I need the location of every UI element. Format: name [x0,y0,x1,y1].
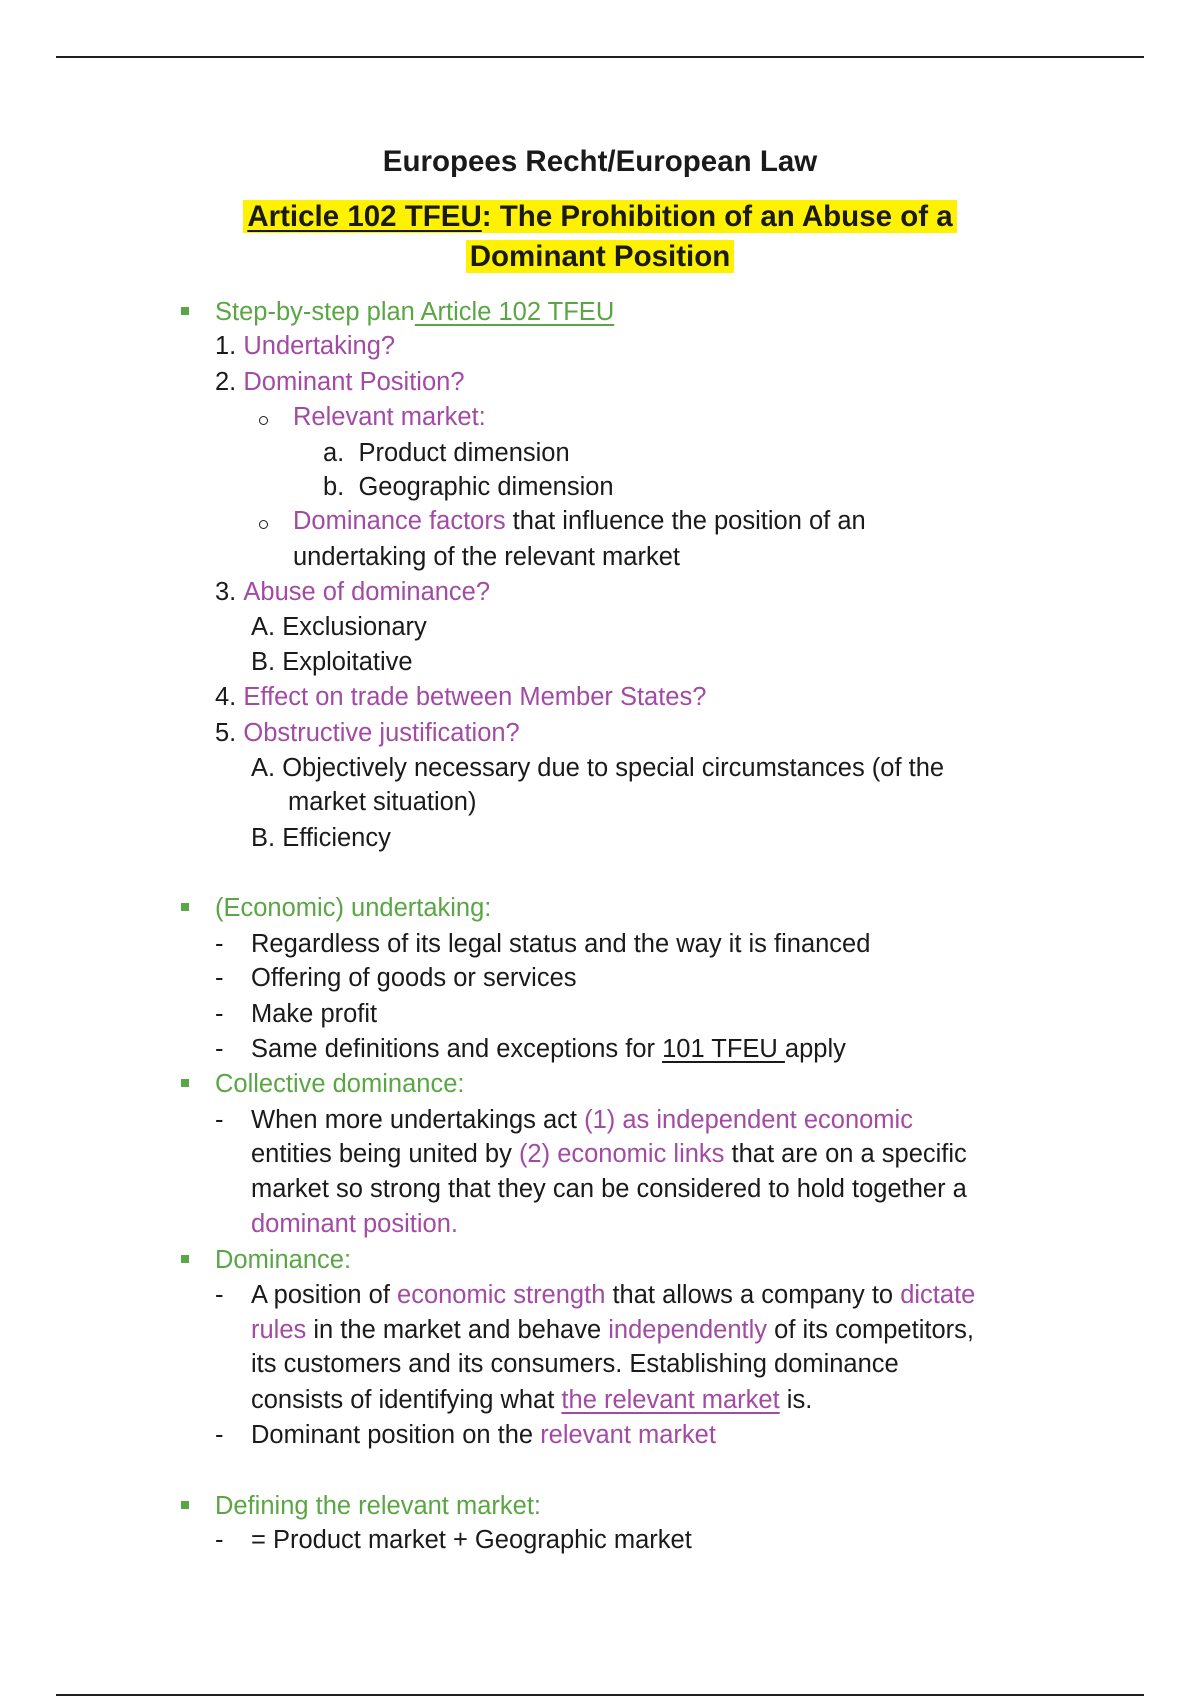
dominance-line4: consists of identifying what the relevant market is. [251,1386,813,1414]
square-bullet-icon [181,1501,189,1509]
circle-bullet-icon [259,520,268,529]
dominance-heading: Dominance: [215,1246,352,1274]
top-rule [56,56,1144,58]
list-item: - When more undertakings act (1) as independent economic [215,1106,913,1134]
abuse-exploitative: B. Exploitative [251,648,413,676]
circle-bullet-icon [259,416,268,425]
justification-objective: A. Objectively necessary due to special circumstances (of the [251,754,945,782]
square-bullet-icon [181,903,189,911]
subtitle-article-ref: Article 102 TFEU [247,200,482,233]
list-item: - = Product market + Geographic market [215,1526,692,1554]
list-item: - Regardless of its legal status and the way it is financed [215,930,871,958]
relevant-market-link: the relevant market [561,1386,780,1414]
square-bullet-icon [181,307,189,315]
plan-heading-link: Article 102 TFEU [414,298,615,326]
relevant-market-label: Relevant market: [293,403,486,431]
plan-heading: Step-by-step plan Article 102 TFEU [215,298,615,326]
dominance-factors: Dominance factors that influence the position of an [293,507,866,535]
collective-heading: Collective dominance: [215,1070,465,1098]
product-dimension: a. Product dimension [323,439,570,467]
list-item: - Dominant position on the relevant market [215,1421,716,1449]
plan-item-4: 4. Effect on trade between Member States? [215,683,707,711]
list-item: - Same definitions and exceptions for 101 TFEU apply [215,1035,846,1063]
dominance-factors-line2: undertaking of the relevant market [293,543,680,571]
list-item: - Offering of goods or services [215,964,577,992]
plan-item-3: 3. Abuse of dominance? [215,578,491,606]
square-bullet-icon [181,1079,189,1087]
collective-line2: entities being united by (2) economic links that are on a specific [251,1140,967,1168]
geographic-dimension: b. Geographic dimension [323,473,614,501]
justification-efficiency: B. Efficiency [251,824,391,852]
plan-item-1: 1. Undertaking? [215,332,396,360]
dominance-line2: rules in the market and behave independently of its competitors, [251,1316,974,1344]
collective-line4: dominant position. [251,1210,458,1238]
collective-line3: market so strong that they can be considered to hold together a [251,1175,967,1203]
plan-item-2: 2. Dominant Position? [215,368,465,396]
document-subtitle-line2: Dominant Position [0,237,1200,277]
document-title: Europees Recht/European Law [382,145,818,178]
abuse-exclusionary: A. Exclusionary [251,613,427,641]
list-item: - Make profit [215,1000,378,1028]
defining-heading: Defining the relevant market: [215,1492,541,1520]
justification-objective-line2: market situation) [288,788,477,816]
dominance-line3: its customers and its consumers. Establishing dominance [251,1350,899,1378]
square-bullet-icon [181,1255,189,1263]
document-subtitle: Article 102 TFEU: The Prohibition of an Abuse of a [0,197,1200,237]
tfeu-101-link: 101 TFEU [662,1035,785,1063]
bottom-rule [56,1694,1144,1696]
plan-item-5: 5. Obstructive justification? [215,719,520,747]
list-item: - A position of economic strength that allows a company to dictate [215,1281,976,1309]
undertaking-heading: (Economic) undertaking: [215,894,492,922]
